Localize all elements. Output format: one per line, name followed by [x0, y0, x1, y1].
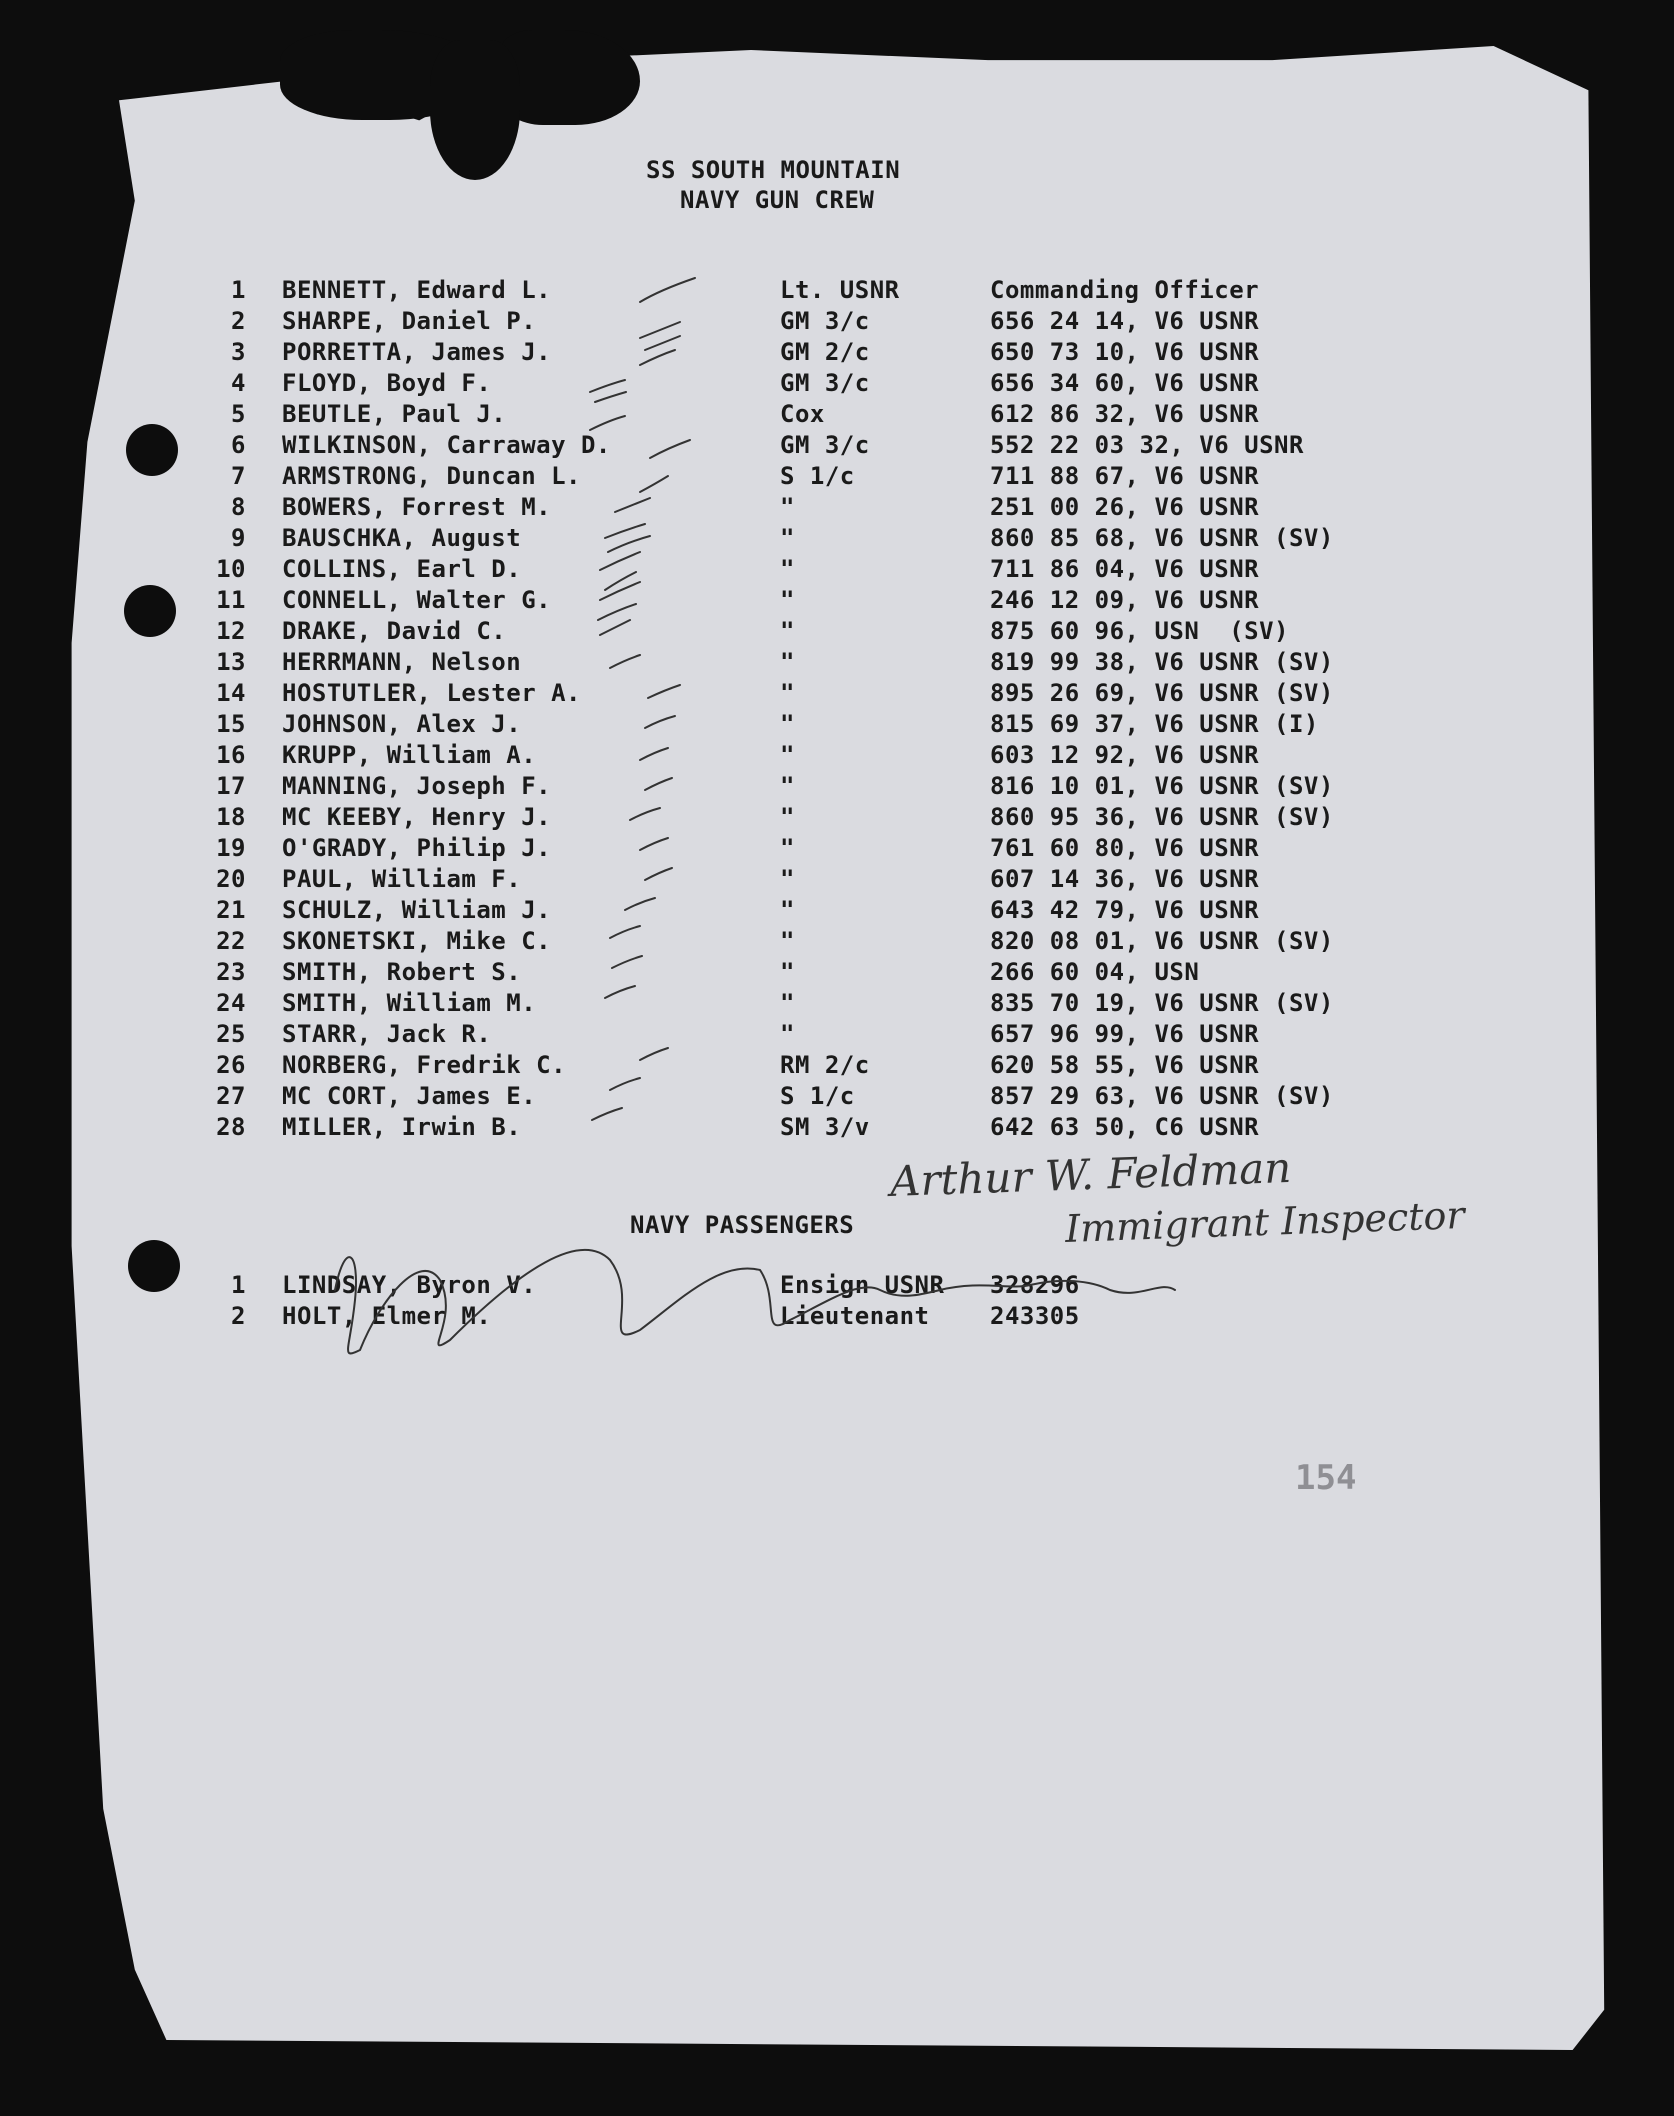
passenger-service: 328296 — [990, 1271, 1080, 1299]
passengers-heading: NAVY PASSENGERS — [630, 1211, 855, 1239]
crew-row — [200, 492, 1450, 523]
crew-number: 21 — [216, 896, 246, 924]
crew-number: 19 — [216, 834, 246, 862]
crew-rate: GM 3/c — [780, 369, 870, 397]
crew-service: 815 69 37, V6 USNR (I) — [990, 710, 1319, 738]
crew-service: 657 96 99, V6 USNR — [990, 1020, 1260, 1048]
crew-service: 612 86 32, V6 USNR — [990, 400, 1260, 428]
crew-service: 711 86 04, V6 USNR — [990, 555, 1260, 583]
crew-number: 22 — [216, 927, 246, 955]
crew-row — [200, 833, 1450, 864]
crew-row — [200, 864, 1450, 895]
crew-row — [200, 430, 1450, 461]
crew-number: 2 — [231, 307, 246, 335]
crew-name: DRAKE, David C. — [282, 617, 507, 645]
crew-row — [200, 616, 1450, 647]
crew-number: 7 — [231, 462, 246, 490]
page-number: 154 — [1295, 1458, 1357, 1498]
crew-name: PORRETTA, James J. — [282, 338, 552, 366]
crew-rate: " — [780, 834, 795, 862]
crew-service: 816 10 01, V6 USNR (SV) — [990, 772, 1334, 800]
crew-name: SCHULZ, William J. — [282, 896, 552, 924]
crew-row — [200, 523, 1450, 554]
passenger-service: 243305 — [990, 1302, 1080, 1330]
crew-name: BENNETT, Edward L. — [282, 276, 552, 304]
crew-name: FLOYD, Boyd F. — [282, 369, 492, 397]
crew-row — [200, 802, 1450, 833]
crew-name: CONNELL, Walter G. — [282, 586, 552, 614]
crew-row — [200, 957, 1450, 988]
crew-service: 251 00 26, V6 USNR — [990, 493, 1260, 521]
crew-row — [200, 585, 1450, 616]
crew-service: 642 63 50, C6 USNR — [990, 1113, 1260, 1141]
crew-number: 9 — [231, 524, 246, 552]
crew-row — [200, 461, 1450, 492]
crew-rate: " — [780, 865, 795, 893]
crew-rate: " — [780, 493, 795, 521]
crew-name: NORBERG, Fredrik C. — [282, 1051, 567, 1079]
crew-service: 656 34 60, V6 USNR — [990, 369, 1260, 397]
crew-name: COLLINS, Earl D. — [282, 555, 522, 583]
crew-name: MILLER, Irwin B. — [282, 1113, 522, 1141]
crew-rate: S 1/c — [780, 1082, 855, 1110]
crew-rate: SM 3/v — [780, 1113, 870, 1141]
crew-name: SMITH, William M. — [282, 989, 537, 1017]
crew-service: 860 95 36, V6 USNR (SV) — [990, 803, 1334, 831]
crew-service: 819 99 38, V6 USNR (SV) — [990, 648, 1334, 676]
crew-service: 603 12 92, V6 USNR — [990, 741, 1260, 769]
crew-number: 15 — [216, 710, 246, 738]
crew-name: WILKINSON, Carraway D. — [282, 431, 611, 459]
crew-service: 650 73 10, V6 USNR — [990, 338, 1260, 366]
ship-title: SS SOUTH MOUNTAIN — [646, 156, 901, 184]
punch-hole-middle — [124, 585, 176, 637]
crew-rate: " — [780, 989, 795, 1017]
crew-row — [200, 895, 1450, 926]
crew-name: O'GRADY, Philip J. — [282, 834, 552, 862]
crew-name: STARR, Jack R. — [282, 1020, 492, 1048]
crew-number: 14 — [216, 679, 246, 707]
crew-service: 607 14 36, V6 USNR — [990, 865, 1260, 893]
crew-row — [200, 1081, 1450, 1112]
crew-service: 656 24 14, V6 USNR — [990, 307, 1260, 335]
crew-service: 835 70 19, V6 USNR (SV) — [990, 989, 1334, 1017]
crew-service: Commanding Officer — [990, 276, 1260, 304]
crew-name: SKONETSKI, Mike C. — [282, 927, 552, 955]
crew-number: 12 — [216, 617, 246, 645]
crew-row — [200, 554, 1450, 585]
passenger-rate: Lieutenant — [780, 1302, 930, 1330]
passenger-row — [200, 1301, 1450, 1332]
crew-number: 3 — [231, 338, 246, 366]
crew-rate: " — [780, 679, 795, 707]
passenger-name: LINDSAY, Byron V. — [282, 1271, 537, 1299]
crew-row — [200, 275, 1450, 306]
crew-row — [200, 647, 1450, 678]
crew-name: ARMSTRONG, Duncan L. — [282, 462, 581, 490]
crew-row — [200, 926, 1450, 957]
crew-service: 860 85 68, V6 USNR (SV) — [990, 524, 1334, 552]
crew-rate: " — [780, 1020, 795, 1048]
passenger-row — [200, 1270, 1450, 1301]
crew-number: 8 — [231, 493, 246, 521]
crew-row — [200, 988, 1450, 1019]
crew-number: 16 — [216, 741, 246, 769]
crew-name: JOHNSON, Alex J. — [282, 710, 522, 738]
crew-service: 643 42 79, V6 USNR — [990, 896, 1260, 924]
crew-rate: RM 2/c — [780, 1051, 870, 1079]
crew-service: 246 12 09, V6 USNR — [990, 586, 1260, 614]
crew-name: PAUL, William F. — [282, 865, 522, 893]
crew-number: 10 — [216, 555, 246, 583]
crew-name: BAUSCHKA, August — [282, 524, 522, 552]
crew-rate: Lt. USNR — [780, 276, 900, 304]
crew-rate: " — [780, 927, 795, 955]
passenger-name: HOLT, Elmer M. — [282, 1302, 492, 1330]
crew-number: 25 — [216, 1020, 246, 1048]
crew-name: HOSTUTLER, Lester A. — [282, 679, 581, 707]
crew-name: BOWERS, Forrest M. — [282, 493, 552, 521]
crew-rate: Cox — [780, 400, 825, 428]
crew-row — [200, 771, 1450, 802]
crew-service: 761 60 80, V6 USNR — [990, 834, 1260, 862]
crew-rate: " — [780, 772, 795, 800]
crew-row — [200, 337, 1450, 368]
crew-row — [200, 709, 1450, 740]
crew-number: 1 — [231, 276, 246, 304]
signature: Arthur W. Feldman — [889, 1143, 1293, 1206]
crew-rate: " — [780, 617, 795, 645]
crew-row — [200, 678, 1450, 709]
crew-number: 24 — [216, 989, 246, 1017]
crew-rate: " — [780, 741, 795, 769]
crew-name: BEUTLE, Paul J. — [282, 400, 507, 428]
crew-service: 820 08 01, V6 USNR (SV) — [990, 927, 1334, 955]
crew-number: 20 — [216, 865, 246, 893]
crew-name: MC KEEBY, Henry J. — [282, 803, 552, 831]
crew-number: 18 — [216, 803, 246, 831]
crew-title: NAVY GUN CREW — [680, 186, 875, 214]
punch-hole-bottom — [128, 1240, 180, 1292]
crew-name: KRUPP, William A. — [282, 741, 537, 769]
crew-rate: GM 3/c — [780, 431, 870, 459]
crew-rate: " — [780, 555, 795, 583]
crew-rate: " — [780, 586, 795, 614]
crew-rate: GM 3/c — [780, 307, 870, 335]
crew-row — [200, 740, 1450, 771]
crew-rate: GM 2/c — [780, 338, 870, 366]
crew-rate: " — [780, 896, 795, 924]
crew-service: 711 88 67, V6 USNR — [990, 462, 1260, 490]
crew-number: 27 — [216, 1082, 246, 1110]
crew-number: 23 — [216, 958, 246, 986]
crew-rate: " — [780, 958, 795, 986]
crew-rate: S 1/c — [780, 462, 855, 490]
crew-rate: " — [780, 710, 795, 738]
crew-service: 857 29 63, V6 USNR (SV) — [990, 1082, 1334, 1110]
crew-number: 17 — [216, 772, 246, 800]
signature-title: Immigrant Inspector — [1064, 1193, 1466, 1251]
crew-number: 28 — [216, 1113, 246, 1141]
passenger-number: 1 — [231, 1271, 246, 1299]
crew-service: 895 26 69, V6 USNR (SV) — [990, 679, 1334, 707]
crew-row — [200, 1050, 1450, 1081]
crew-service: 266 60 04, USN — [990, 958, 1200, 986]
crew-number: 11 — [216, 586, 246, 614]
crew-rate: " — [780, 803, 795, 831]
crew-rate: " — [780, 524, 795, 552]
page-damage-top-2 — [500, 30, 640, 125]
crew-row — [200, 368, 1450, 399]
crew-number: 4 — [231, 369, 246, 397]
crew-number: 26 — [216, 1051, 246, 1079]
passenger-number: 2 — [231, 1302, 246, 1330]
page-damage-top-3 — [430, 40, 520, 180]
crew-name: SHARPE, Daniel P. — [282, 307, 537, 335]
crew-name: SMITH, Robert S. — [282, 958, 522, 986]
crew-number: 5 — [231, 400, 246, 428]
crew-number: 13 — [216, 648, 246, 676]
crew-row — [200, 306, 1450, 337]
crew-name: HERRMANN, Nelson — [282, 648, 522, 676]
crew-service: 552 22 03 32, V6 USNR — [990, 431, 1304, 459]
crew-row — [200, 399, 1450, 430]
crew-name: MANNING, Joseph F. — [282, 772, 552, 800]
crew-name: MC CORT, James E. — [282, 1082, 537, 1110]
crew-service: 875 60 96, USN (SV) — [990, 617, 1289, 645]
crew-service: 620 58 55, V6 USNR — [990, 1051, 1260, 1079]
crew-rate: " — [780, 648, 795, 676]
crew-row — [200, 1019, 1450, 1050]
punch-hole-top — [126, 424, 178, 476]
crew-row — [200, 1112, 1450, 1143]
passenger-rate: Ensign USNR — [780, 1271, 945, 1299]
crew-number: 6 — [231, 431, 246, 459]
